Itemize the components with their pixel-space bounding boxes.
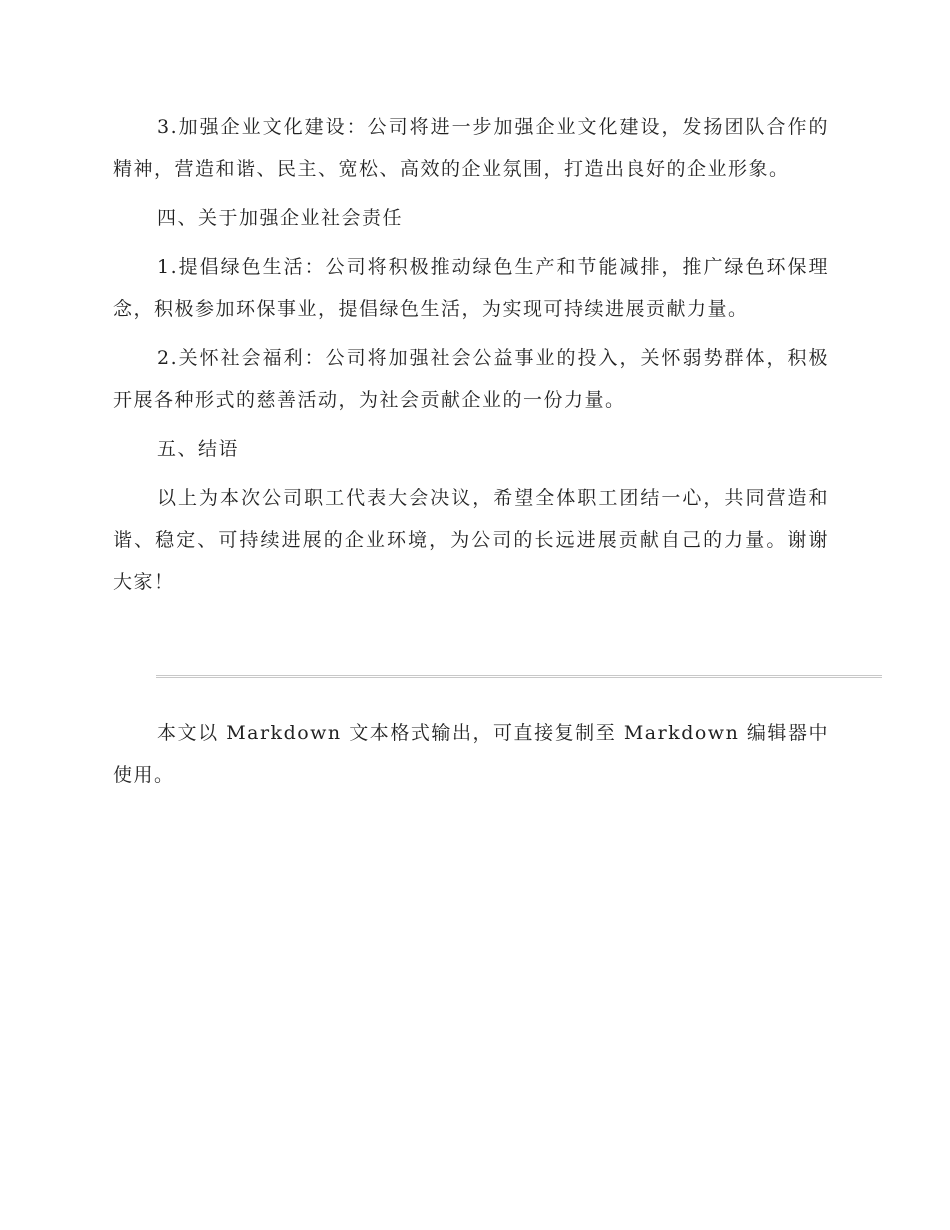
paragraph-culture-building: 3.加强企业文化建设：公司将进一步加强企业文化建设，发扬团队合作的精神，营造和谐、民主、宽松、高效的企业氛围，打造出良好的企业形象。 (113, 116, 829, 180)
paragraph-social-welfare: 2.关怀社会福利：公司将加强社会公益事业的投入，关怀弱势群体，积极开展各种形式的慈善活动，为社会贡献企业的一份力量。 (113, 347, 829, 411)
footer-section (113, 712, 829, 803)
section-heading-conclusion: 五、结语 (157, 438, 240, 460)
horizontal-divider (156, 675, 882, 678)
paragraph-green-living: 1.提倡绿色生活：公司将积极推动绿色生产和节能减排，推广绿色环保理念，积极参加环保事业，提倡绿色生活，为实现可持续进展贡献力量。 (113, 256, 829, 320)
paragraph-closing-remarks: 以上为本次公司职工代表大会决议，希望全体职工团结一心，共同营造和谐、稳定、可持续进展的企业环境，为公司的长远进展贡献自己的力量。谢谢大家！ (113, 487, 829, 593)
footer-note: 本文以 Markdown 文本格式输出，可直接复制至 Markdown 编辑器中使用。 (113, 722, 829, 786)
document-body (113, 106, 829, 610)
section-heading-social-responsibility: 四、关于加强企业社会责任 (157, 207, 404, 229)
